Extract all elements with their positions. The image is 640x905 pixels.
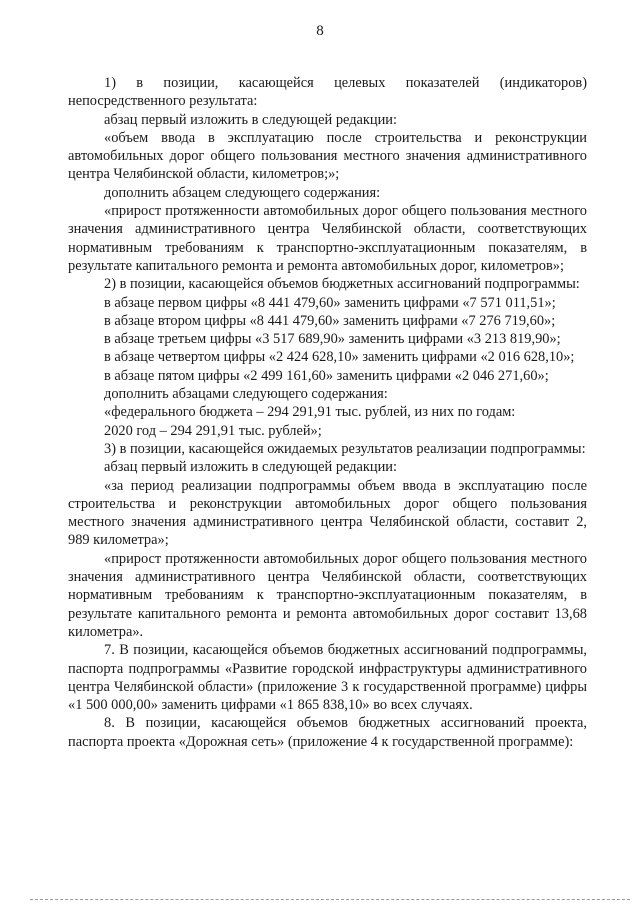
paragraph-abzac-fourth-figures: в абзаце четвертом цифры «2 424 628,10» заменить цифрами «2 016 628,10»;	[104, 349, 575, 366]
paragraph-abzac-second-figures: в абзаце втором цифры «8 441 479,60» заменить цифрами «7 276 719,60»;	[104, 312, 556, 329]
paragraph-item-7: 7. В позиции, касающейся объемов бюджетных ассигнований подпрограммы, паспорта подпрограммы «Развитие городской инфраструктуры административного центра Челябинской области» (приложение 3 к государственной программе) цифры «1 500 000,00» заменить цифрами «1 865 838,10» во всех случаях.	[68, 642, 587, 714]
paragraph-quote-length-increase: «прирост протяженности автомобильных дорог общего пользования местного значения административного центра Челябинской области, соответствующих нормативным требованиям к транспортно-эксплуатационным показателям, в результате капитального ремонта и ремонта автомобильных дорог, километров»;	[68, 203, 587, 274]
paragraph-abzac-fifth-figures: в абзаце пятом цифры «2 499 161,60» заменить цифрами «2 046 271,60»;	[104, 367, 549, 384]
paragraph-add-abzac: дополнить абзацем следующего содержания:	[104, 184, 381, 201]
paragraph-abzac-first-figures: в абзаце первом цифры «8 441 479,60» заменить цифрами «7 571 011,51»;	[104, 294, 556, 311]
paragraph-item-1-target-indicators: 1) в позиции, касающейся целевых показателей (индикаторов) непосредственного результата:	[68, 75, 587, 110]
paragraph-quote-commissioning-volume: «объем ввода в эксплуатацию после строительства и реконструкции автомобильных дорог общего пользования местного значения административного центра Челябинской области, километров;»;	[68, 129, 587, 183]
page-bottom-edge	[30, 899, 630, 900]
paragraph-abzac-third-figures: в абзаце третьем цифры «3 517 689,90» заменить цифрами «3 213 819,90»;	[104, 331, 561, 348]
paragraph-first-abzac-edit: абзац первый изложить в следующей редакции:	[104, 111, 398, 128]
paragraph-add-abzacs: дополнить абзацами следующего содержания:	[104, 386, 388, 403]
paragraph-item-2-budget: 2) в позиции, касающейся объемов бюджетных ассигнований подпрограммы:	[104, 276, 580, 293]
page-number: 8	[316, 23, 324, 39]
paragraph-federal-budget: «федерального бюджета – 294 291,91 тыс. рублей, из них по годам:	[104, 404, 516, 421]
paragraph-first-abzac-edit-2: абзац первый изложить в следующей редакции:	[104, 459, 398, 476]
paragraph-item-3-expected-results: 3) в позиции, касающейся ожидаемых результатов реализации подпрограммы:	[104, 440, 586, 457]
paragraph-year-2020: 2020 год – 294 291,91 тыс. рублей»;	[104, 422, 322, 439]
paragraph-item-8: 8. В позиции, касающейся объемов бюджетных ассигнований проекта, паспорта проекта «Дорожная сеть» (приложение 4 к государственной программе):	[68, 715, 587, 750]
paragraph-quote-implementation-period: «за период реализации подпрограммы объем ввода в эксплуатацию после строительства и реконструкции автомобильных дорог общего пользования местного значения административного центра Челябинской области, составит 2, 989 километра»;	[68, 477, 587, 549]
document-body	[68, 74, 587, 751]
paragraph-quote-length-increase-2: «прирост протяженности автомобильных дорог общего пользования местного значения административного центра Челябинской области, соответствующих нормативным требованиям к транспортно-эксплуатационным показателям, в результате капитального ремонта и ремонта автомобильных дорог составит 13,68 километра».	[68, 550, 587, 640]
